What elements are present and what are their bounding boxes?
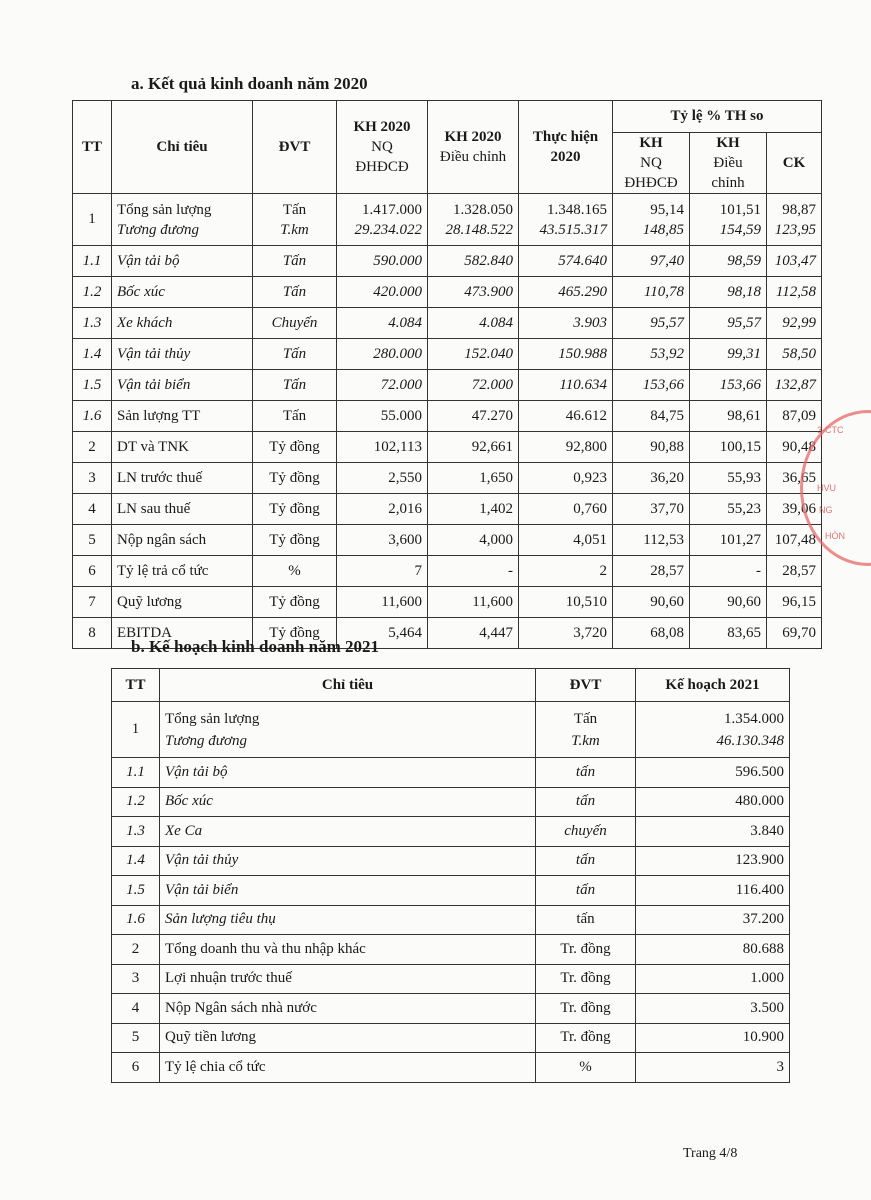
row1-ke-hoach-main: 1.354.000: [724, 710, 784, 727]
cell-chi-tieu: Bốc xúc: [112, 277, 253, 308]
cell-pct-kh-nq: 28,57: [613, 556, 690, 587]
table-row: [73, 463, 822, 494]
col-ty-le-group: Tỷ lệ % TH so: [613, 101, 822, 133]
cell-pct-kh-nq: 90,88: [613, 432, 690, 463]
cell-pct-kh-dc: 98,18: [690, 277, 767, 308]
cell-pct-kh-nq: 110,78: [613, 277, 690, 308]
cell-chi-tieu: Tỷ lệ trả cổ tức: [112, 556, 253, 587]
cell-dvt: Tỷ đồng: [253, 494, 337, 525]
cell-kh-dc: 152.040: [428, 339, 519, 370]
cell-pct-ck: 87,09: [767, 401, 822, 432]
cell-pct-ck: 112,58: [767, 277, 822, 308]
col-dvt: ĐVT: [536, 669, 636, 702]
plan-2021-header: [112, 669, 790, 702]
cell-tt: 1.6: [73, 401, 112, 432]
row1-pct-ck-main: 98,87: [782, 201, 816, 218]
cell-ke-hoach: 3.840: [636, 817, 790, 847]
cell-tt: 3: [112, 964, 160, 994]
col-thuc-hien-line2: 2020: [550, 149, 581, 165]
cell-pct-ck: 103,47: [767, 246, 822, 277]
table-row: [73, 308, 822, 339]
cell-pct-ck: 28,57: [767, 556, 822, 587]
cell-chi-tieu: Quỹ tiền lương: [160, 1023, 536, 1053]
cell-pct-kh-nq: 68,08: [613, 618, 690, 649]
cell-chi-tieu: LN trước thuế: [112, 463, 253, 494]
col-kh-dc: [428, 101, 519, 194]
col-chi-tieu: Chỉ tiêu: [160, 669, 536, 702]
cell-pct-ck: 36,65: [767, 463, 822, 494]
cell-chi-tieu: LN sau thuế: [112, 494, 253, 525]
cell-thuc-hien: 3.903: [519, 308, 613, 339]
cell-kh-nq: 5,464: [337, 618, 428, 649]
stamp-text-1: 3-CTC: [817, 425, 844, 435]
cell-kh-nq: 3,600: [337, 525, 428, 556]
cell-tt: 1.6: [112, 905, 160, 935]
cell-kh-dc: -: [428, 556, 519, 587]
cell-chi-tieu: Vận tải bộ: [112, 246, 253, 277]
col-tt: TT: [112, 669, 160, 702]
cell-kh-nq: 280.000: [337, 339, 428, 370]
cell-kh-dc: 11,600: [428, 587, 519, 618]
cell-dvt: Tr. đồng: [536, 1023, 636, 1053]
cell-tt: 1.1: [73, 246, 112, 277]
cell-tt: 1.4: [112, 846, 160, 876]
row1-dvt: [253, 194, 337, 246]
cell-dvt: tấn: [536, 758, 636, 788]
cell-pct-ck: 92,99: [767, 308, 822, 339]
cell-pct-kh-nq: 36,20: [613, 463, 690, 494]
cell-pct-kh-dc: 100,15: [690, 432, 767, 463]
cell-kh-dc: 4,447: [428, 618, 519, 649]
col-ke-hoach: Kế hoạch 2021: [636, 669, 790, 702]
row1-tt: 1: [73, 194, 112, 246]
page-number: Trang 4/8: [683, 1146, 738, 1161]
cell-chi-tieu: Quỹ lương: [112, 587, 253, 618]
section-a-title: a. Kết quả kinh doanh năm 2020: [131, 74, 368, 93]
cell-dvt: Tỷ đồng: [253, 525, 337, 556]
cell-kh-dc: 582.840: [428, 246, 519, 277]
cell-kh-dc: 473.900: [428, 277, 519, 308]
cell-chi-tieu: Sản lượng TT: [112, 401, 253, 432]
table-row: [73, 401, 822, 432]
cell-kh-nq: 2,016: [337, 494, 428, 525]
row1-pct-kh-nq: [613, 194, 690, 246]
cell-kh-dc: 92,661: [428, 432, 519, 463]
cell-chi-tieu: EBITDA: [112, 618, 253, 649]
table-row: [73, 525, 822, 556]
table-row: [112, 758, 790, 788]
cell-pct-kh-dc: 98,61: [690, 401, 767, 432]
cell-dvt: Tấn: [253, 401, 337, 432]
cell-kh-nq: 72.000: [337, 370, 428, 401]
row1-kh-nq: [337, 194, 428, 246]
col-kh-nq-line3: ĐHĐCĐ: [355, 159, 409, 175]
table-row: [112, 876, 790, 906]
cell-thuc-hien: 0,923: [519, 463, 613, 494]
row1-pct-ck-equiv: 123,95: [774, 221, 816, 238]
cell-chi-tieu: Vận tải thủy: [112, 339, 253, 370]
cell-chi-tieu: Vận tải biển: [112, 370, 253, 401]
col-pct-kh-nq-line2: NQ: [640, 155, 662, 171]
cell-tt: 2: [73, 432, 112, 463]
cell-tt: 1.5: [112, 876, 160, 906]
cell-tt: 3: [73, 463, 112, 494]
row1-chi-tieu-main: Tổng sản lượng: [117, 201, 212, 218]
results-2020-header: [73, 101, 822, 194]
row1-dvt-main: Tấn: [573, 710, 598, 727]
table-row: [73, 587, 822, 618]
row1-kh-nq-main: 1.417.000: [362, 201, 422, 218]
cell-kh-nq: 11,600: [337, 587, 428, 618]
col-pct-kh-dc-line3: chỉnh: [711, 175, 745, 191]
cell-pct-kh-nq: 153,66: [613, 370, 690, 401]
cell-pct-kh-nq: 97,40: [613, 246, 690, 277]
cell-dvt: Tỷ đồng: [253, 432, 337, 463]
cell-chi-tieu: Xe Ca: [160, 817, 536, 847]
cell-tt: 8: [73, 618, 112, 649]
row1-dvt-equiv: T.km: [571, 732, 600, 749]
cell-dvt: %: [536, 1053, 636, 1083]
cell-kh-dc: 1,650: [428, 463, 519, 494]
table-row: [112, 817, 790, 847]
row1-pct-kh-dc: [690, 194, 767, 246]
cell-kh-nq: 102,113: [337, 432, 428, 463]
stamp-text-3: NG: [819, 505, 833, 515]
cell-dvt: Tr. đồng: [536, 964, 636, 994]
cell-pct-ck: 39,06: [767, 494, 822, 525]
cell-dvt: Tấn: [253, 339, 337, 370]
cell-tt: 1.2: [112, 787, 160, 817]
cell-dvt: Tấn: [253, 370, 337, 401]
cell-chi-tieu: Tổng doanh thu và thu nhập khác: [160, 935, 536, 965]
cell-ke-hoach: 80.688: [636, 935, 790, 965]
cell-chi-tieu: Nộp ngân sách: [112, 525, 253, 556]
cell-dvt: %: [253, 556, 337, 587]
cell-thuc-hien: 46.612: [519, 401, 613, 432]
cell-tt: 6: [73, 556, 112, 587]
cell-pct-ck: 58,50: [767, 339, 822, 370]
row1-thuc-hien: [519, 194, 613, 246]
row1-pct-kh-dc-equiv: 154,59: [719, 221, 761, 238]
cell-tt: 4: [112, 994, 160, 1024]
table-row: [73, 494, 822, 525]
row1-dvt-equiv: T.km: [280, 221, 309, 238]
cell-ke-hoach: 3.500: [636, 994, 790, 1024]
col-kh-nq-line1: KH 2020: [353, 119, 411, 135]
col-kh-nq-line2: NQ: [371, 139, 393, 155]
table-row: [112, 1023, 790, 1053]
cell-dvt: tấn: [536, 787, 636, 817]
row1-thuc-hien-main: 1.348.165: [547, 201, 607, 218]
row1-dvt-main: Tấn: [282, 201, 307, 218]
cell-thuc-hien: 574.640: [519, 246, 613, 277]
col-chi-tieu: Chỉ tiêu: [112, 101, 253, 194]
row1-chi-tieu: [160, 702, 536, 758]
cell-kh-nq: 2,550: [337, 463, 428, 494]
cell-tt: 2: [112, 935, 160, 965]
cell-tt: 1.3: [73, 308, 112, 339]
cell-thuc-hien: 92,800: [519, 432, 613, 463]
table-row: [73, 370, 822, 401]
cell-tt: 1.4: [73, 339, 112, 370]
col-kh-dc-line1: KH 2020: [444, 129, 502, 145]
cell-dvt: chuyến: [536, 817, 636, 847]
cell-thuc-hien: 3,720: [519, 618, 613, 649]
row1-thuc-hien-equiv: 43.515.317: [539, 221, 607, 238]
row1-tt: 1: [112, 702, 160, 758]
cell-dvt: tấn: [536, 905, 636, 935]
cell-thuc-hien: 10,510: [519, 587, 613, 618]
cell-dvt: Tấn: [253, 246, 337, 277]
col-tt: TT: [73, 101, 112, 194]
cell-tt: 7: [73, 587, 112, 618]
cell-kh-nq: 420.000: [337, 277, 428, 308]
table-row: [112, 702, 790, 758]
cell-chi-tieu: Sản lượng tiêu thụ: [160, 905, 536, 935]
cell-dvt: Tỷ đồng: [253, 463, 337, 494]
cell-ke-hoach: 123.900: [636, 846, 790, 876]
cell-ke-hoach: 1.000: [636, 964, 790, 994]
table-row: [112, 935, 790, 965]
cell-tt: 1.5: [73, 370, 112, 401]
table-row: [73, 556, 822, 587]
cell-dvt: Tỷ đồng: [253, 587, 337, 618]
cell-tt: 1.1: [112, 758, 160, 788]
cell-dvt: Tr. đồng: [536, 935, 636, 965]
row1-pct-kh-nq-equiv: 148,85: [642, 221, 684, 238]
cell-pct-kh-dc: 98,59: [690, 246, 767, 277]
cell-chi-tieu: Bốc xúc: [160, 787, 536, 817]
row1-kh-dc-equiv: 28.148.522: [445, 221, 513, 238]
table-row: [112, 905, 790, 935]
section-b-title: b. Kế hoạch kinh doanh năm 2021: [131, 637, 379, 656]
cell-pct-ck: 132,87: [767, 370, 822, 401]
col-thuc-hien-line1: Thực hiện: [532, 129, 599, 145]
cell-pct-kh-nq: 53,92: [613, 339, 690, 370]
row1-pct-kh-nq-main: 95,14: [650, 201, 684, 218]
cell-kh-nq: 7: [337, 556, 428, 587]
table-row: [73, 246, 822, 277]
cell-pct-kh-dc: 101,27: [690, 525, 767, 556]
row1-chi-tieu: [112, 194, 253, 246]
cell-dvt: Tấn: [253, 277, 337, 308]
cell-chi-tieu: Tỷ lệ chia cổ tức: [160, 1053, 536, 1083]
cell-dvt: Chuyến: [253, 308, 337, 339]
cell-ke-hoach: 596.500: [636, 758, 790, 788]
cell-kh-nq: 4.084: [337, 308, 428, 339]
cell-pct-kh-dc: 95,57: [690, 308, 767, 339]
col-pct-kh-dc-line1: KH: [716, 135, 740, 151]
cell-chi-tieu: Vận tải biển: [160, 876, 536, 906]
cell-tt: 5: [112, 1023, 160, 1053]
cell-tt: 4: [73, 494, 112, 525]
cell-pct-kh-nq: 37,70: [613, 494, 690, 525]
cell-kh-nq: 590.000: [337, 246, 428, 277]
cell-ke-hoach: 3: [636, 1053, 790, 1083]
row1-pct-ck: [767, 194, 822, 246]
row1-chi-tieu-equiv: Tương đương: [117, 221, 199, 238]
cell-dvt: Tỷ đồng: [253, 618, 337, 649]
cell-chi-tieu: DT và TNK: [112, 432, 253, 463]
col-kh-dc-line2: Điều chỉnh: [439, 149, 507, 165]
cell-kh-dc: 4,000: [428, 525, 519, 556]
row1-kh-dc-main: 1.328.050: [453, 201, 513, 218]
cell-dvt: Tr. đồng: [536, 994, 636, 1024]
table-row: [112, 1053, 790, 1083]
row1-kh-nq-equiv: 29.234.022: [354, 221, 422, 238]
cell-kh-dc: 47.270: [428, 401, 519, 432]
cell-pct-kh-dc: -: [690, 556, 767, 587]
stamp-text-4: HÒN: [825, 531, 845, 541]
table-row: [73, 194, 822, 246]
cell-kh-nq: 55.000: [337, 401, 428, 432]
cell-chi-tieu: Nộp Ngân sách nhà nước: [160, 994, 536, 1024]
cell-pct-kh-dc: 55,23: [690, 494, 767, 525]
col-kh-nq: [337, 101, 428, 194]
cell-pct-ck: 107,48: [767, 525, 822, 556]
table-row: [112, 846, 790, 876]
col-dvt: ĐVT: [253, 101, 337, 194]
col-pct-kh-nq-line1: KH: [639, 135, 663, 151]
cell-pct-kh-dc: 55,93: [690, 463, 767, 494]
row1-dvt: [536, 702, 636, 758]
table-row: [73, 339, 822, 370]
cell-thuc-hien: 110.634: [519, 370, 613, 401]
row1-chi-tieu-main: Tổng sản lượng: [165, 710, 260, 727]
cell-dvt: tấn: [536, 846, 636, 876]
table-row: [112, 994, 790, 1024]
cell-kh-dc: 4.084: [428, 308, 519, 339]
cell-pct-kh-nq: 84,75: [613, 401, 690, 432]
cell-pct-kh-nq: 90,60: [613, 587, 690, 618]
col-pct-kh-dc-line2: Điều: [713, 155, 743, 171]
cell-pct-kh-nq: 112,53: [613, 525, 690, 556]
cell-chi-tieu: Xe khách: [112, 308, 253, 339]
cell-pct-kh-nq: 95,57: [613, 308, 690, 339]
cell-tt: 1.2: [73, 277, 112, 308]
cell-chi-tieu: Vận tải thủy: [160, 846, 536, 876]
row1-ke-hoach: [636, 702, 790, 758]
cell-thuc-hien: 4,051: [519, 525, 613, 556]
stamp-text-2: HVU: [817, 483, 837, 493]
col-pct-kh-nq-line3: ĐHĐCĐ: [624, 175, 678, 191]
cell-pct-kh-dc: 90,60: [690, 587, 767, 618]
cell-pct-kh-dc: 83,65: [690, 618, 767, 649]
table-row: [73, 432, 822, 463]
results-2020-table: [72, 100, 822, 649]
cell-pct-ck: 90,48: [767, 432, 822, 463]
cell-tt: 6: [112, 1053, 160, 1083]
cell-kh-dc: 72.000: [428, 370, 519, 401]
cell-chi-tieu: Vận tải bộ: [160, 758, 536, 788]
row1-chi-tieu-equiv: Tương đương: [165, 732, 247, 749]
col-pct-kh-dc: [690, 133, 767, 194]
cell-tt: 1.3: [112, 817, 160, 847]
cell-thuc-hien: 2: [519, 556, 613, 587]
cell-ke-hoach: 480.000: [636, 787, 790, 817]
plan-2021-table: [111, 668, 790, 1083]
col-pct-ck: CK: [767, 133, 822, 194]
cell-chi-tieu: Lợi nhuận trước thuế: [160, 964, 536, 994]
row1-ke-hoach-equiv: 46.130.348: [716, 732, 784, 749]
row1-pct-kh-dc-main: 101,51: [719, 201, 761, 218]
table-row: [112, 787, 790, 817]
cell-pct-kh-dc: 153,66: [690, 370, 767, 401]
cell-ke-hoach: 116.400: [636, 876, 790, 906]
cell-pct-ck: 69,70: [767, 618, 822, 649]
col-pct-kh-nq: [613, 133, 690, 194]
cell-pct-kh-dc: 99,31: [690, 339, 767, 370]
cell-tt: 5: [73, 525, 112, 556]
cell-dvt: tấn: [536, 876, 636, 906]
table-row: [112, 964, 790, 994]
row1-kh-dc: [428, 194, 519, 246]
cell-thuc-hien: 0,760: [519, 494, 613, 525]
cell-ke-hoach: 10.900: [636, 1023, 790, 1053]
cell-ke-hoach: 37.200: [636, 905, 790, 935]
table-row: [73, 277, 822, 308]
cell-thuc-hien: 465.290: [519, 277, 613, 308]
cell-pct-ck: 96,15: [767, 587, 822, 618]
cell-thuc-hien: 150.988: [519, 339, 613, 370]
cell-kh-dc: 1,402: [428, 494, 519, 525]
col-thuc-hien: [519, 101, 613, 194]
